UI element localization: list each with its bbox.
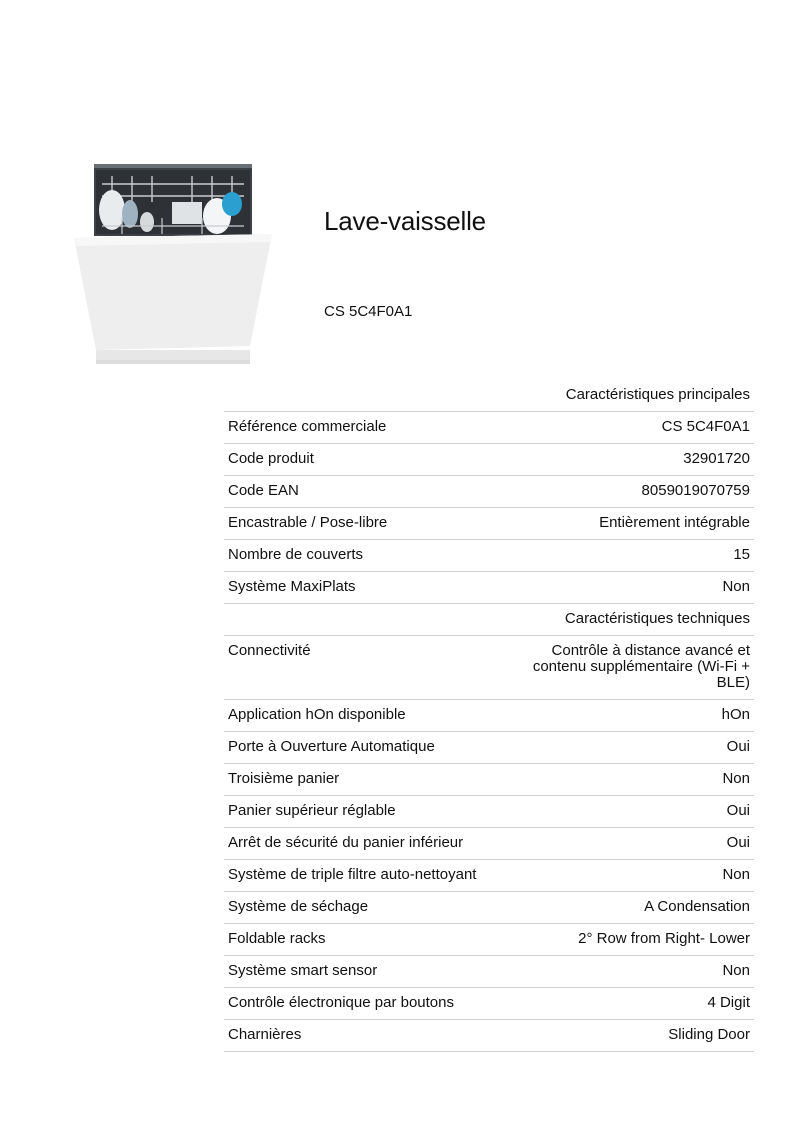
- table-row: [224, 828, 754, 860]
- spec-value: hOn: [518, 700, 754, 732]
- spec-label: Système de triple filtre auto-nettoyant: [224, 860, 518, 892]
- table-row: [224, 732, 754, 764]
- table-row: [224, 892, 754, 924]
- dishwasher-product-image: [72, 162, 276, 368]
- spec-label: Contrôle électronique par boutons: [224, 988, 518, 1020]
- table-row: [224, 1020, 754, 1052]
- table-row: [224, 444, 754, 476]
- spec-label: Système MaxiPlats: [224, 572, 518, 604]
- section-header-technical: [224, 604, 754, 636]
- product-title: Lave-vaisselle: [324, 206, 486, 236]
- spec-value: A Condensation: [518, 892, 754, 924]
- spec-label: Système smart sensor: [224, 956, 518, 988]
- spec-label: Système de séchage: [224, 892, 518, 924]
- spec-value: Entièrement intégrable: [518, 508, 754, 540]
- spec-label: Code EAN: [224, 476, 518, 508]
- spec-label: Porte à Ouverture Automatique: [224, 732, 518, 764]
- spec-value: Oui: [518, 828, 754, 860]
- spec-label: Charnières: [224, 1020, 518, 1052]
- spec-value: Non: [518, 764, 754, 796]
- table-row: [224, 988, 754, 1020]
- table-row: [224, 476, 754, 508]
- spec-label: Panier supérieur réglable: [224, 796, 518, 828]
- table-row: [224, 924, 754, 956]
- table-row: [224, 412, 754, 444]
- spec-value: Non: [518, 860, 754, 892]
- spec-value: 4 Digit: [518, 988, 754, 1020]
- table-row: [224, 508, 754, 540]
- spec-label: Code produit: [224, 444, 518, 476]
- spec-value: Non: [518, 572, 754, 604]
- table-row: [224, 860, 754, 892]
- spec-value: CS 5C4F0A1: [518, 412, 754, 444]
- table-row: [224, 956, 754, 988]
- section-title: Caractéristiques techniques: [224, 604, 754, 636]
- table-row: [224, 700, 754, 732]
- spec-label: Référence commerciale: [224, 412, 518, 444]
- spec-value: 8059019070759: [518, 476, 754, 508]
- spec-value: Contrôle à distance avancé et contenu supplémentaire (Wi-Fi + BLE): [518, 636, 754, 700]
- spec-label: Nombre de couverts: [224, 540, 518, 572]
- section-title: Caractéristiques principales: [224, 380, 754, 412]
- spec-value: Oui: [518, 796, 754, 828]
- section-header-main: [224, 380, 754, 412]
- table-row: [224, 796, 754, 828]
- specifications-table: [224, 380, 754, 1052]
- table-row: [224, 636, 754, 700]
- spec-value: Sliding Door: [518, 1020, 754, 1052]
- spec-value: Oui: [518, 732, 754, 764]
- table-row: [224, 540, 754, 572]
- spec-label: Application hOn disponible: [224, 700, 518, 732]
- spec-label: Connectivité: [224, 636, 518, 700]
- table-row: [224, 572, 754, 604]
- spec-label: Troisième panier: [224, 764, 518, 796]
- spec-label: Encastrable / Pose-libre: [224, 508, 518, 540]
- spec-value: 32901720: [518, 444, 754, 476]
- table-row: [224, 764, 754, 796]
- spec-label: Foldable racks: [224, 924, 518, 956]
- spec-value: Non: [518, 956, 754, 988]
- spec-value: 15: [518, 540, 754, 572]
- product-model: CS 5C4F0A1: [324, 303, 413, 320]
- spec-label: Arrêt de sécurité du panier inférieur: [224, 828, 518, 860]
- spec-value: 2° Row from Right- Lower: [518, 924, 754, 956]
